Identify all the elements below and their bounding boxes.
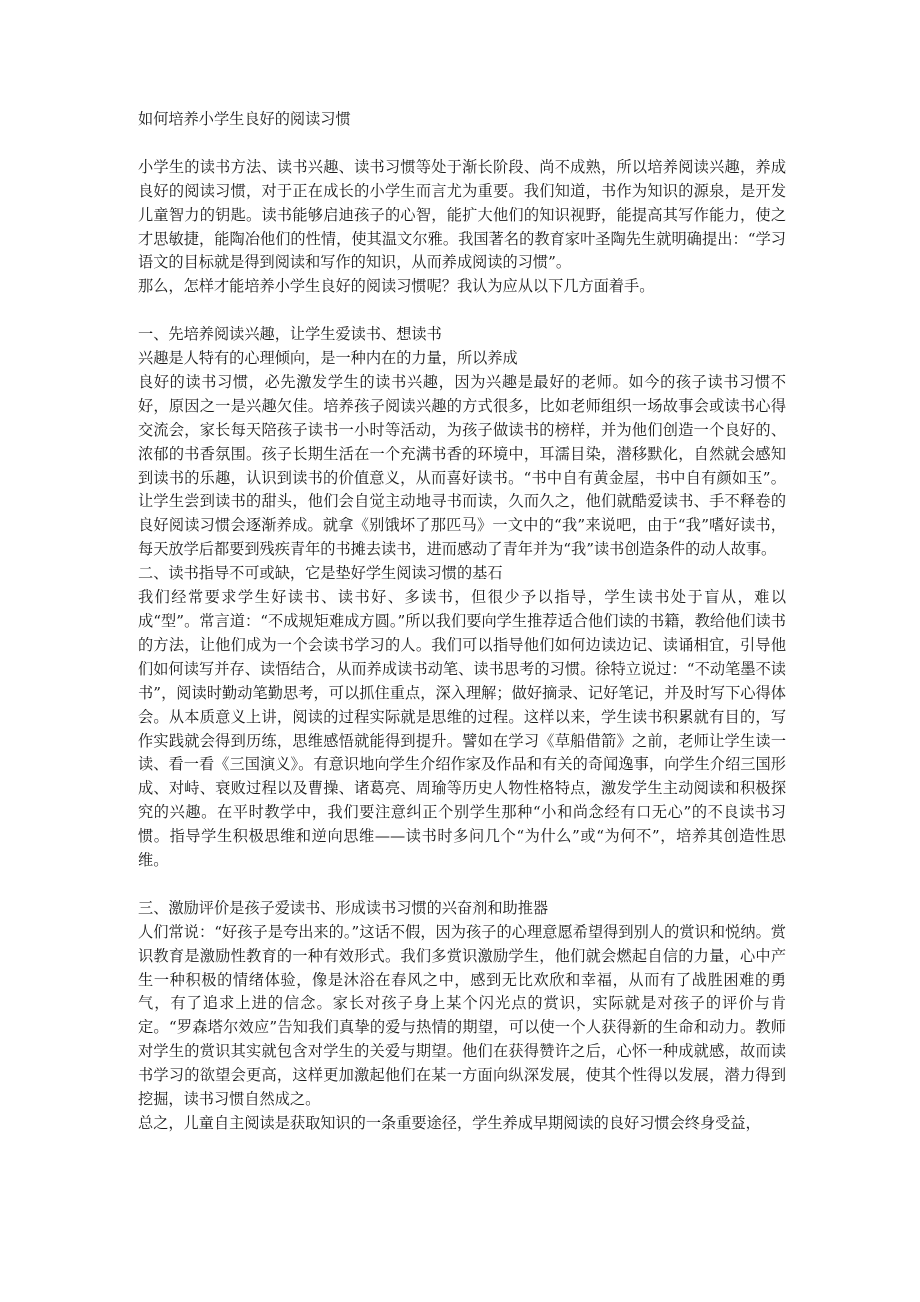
section-2-body: 我们经常要求学生好读书、读书好、多读书，但很少予以指导，学生读书处于盲从，难以成“型”。常言道：“不成规矩难成方圆。”所以我们要向学生推荐适合他们读的书籍，教给他们读书的方法，让他们成为一个会读书学习的人。我们可以指导他们如何边读边记、读诵相宜，引导他们如何读写并存、读悟结合，从而养成读书动笔、读书思考的习惯。徐特立说过：“不动笔墨不读书”，阅读时勤动笔勤思考，可以抓住重点，深入理解；做好摘录、记好笔记，并及时写下心得体会。从本质意义上讲，阅读的过程实际就是思维的过程。这样以来，学生读书积累就有目的，写作实践就会得到历练，思维感悟就能得到提升。譬如在学习《草船借箭》之前，老师让学生读一读、看一看《三国演义》。有意识地向学生介绍作家及作品和有关的奇闻逸事，向学生介绍三国形成、对峙、衰败过程以及曹操、诸葛亮、周瑜等历史人物性格特点，激发学生主动阅读和积极探究的兴趣。在平时教学中，我们要注意纠正个别学生那种“小和尚念经有口无心”的不良读书习惯。指导学生积极思维和逆向思维——读书时多问几个“为什么”或“为何不”，培养其创造性思维。 bbox=[138, 588, 786, 870]
document-title: 如何培养小学生良好的阅读习惯 bbox=[138, 110, 351, 128]
section-1-body: 良好的读书习惯，必先激发学生的读书兴趣，因为兴趣是最好的老师。如今的孩子读书习惯不好，原因之一是兴趣欠佳。培养孩子阅读兴趣的方式很多，比如老师组织一场故事会或读书心得交流会，家长每天陪孩子读书一小时等活动，为孩子做读书的榜样，并为他们创造一个良好的、浓郁的书香氛围。孩子长期生活在一个充满书香的环境中，耳濡目染，潜移默化，自然就会感知到读书的乐趣，认识到读书的价值意义，从而喜好读书。“书中自有黄金屋，书中自有颜如玉”。让学生尝到读书的甜头，他们会自觉主动地寻书而读，久而久之，他们就酷爱读书、手不释卷的良好阅读习惯会逐渐养成。就拿《别饿坏了那匹马》一文中的“我”来说吧，由于“我”嗜好读书，每天放学后都要到残疾青年的书摊去读书，进而感动了青年并为“我”读书创造条件的动人故事。 bbox=[138, 372, 786, 559]
section-1-lead: 兴趣是人特有的心理倾向，是一种内在的力量，所以养成 bbox=[138, 349, 518, 368]
document-page bbox=[138, 108, 786, 1136]
blank-line bbox=[138, 873, 786, 897]
conclusion-paragraph: 总之，儿童自主阅读是获取知识的一条重要途径，学生养成早期阅读的良好习惯会终身受益， bbox=[138, 1114, 761, 1133]
section-1-heading: 一、先培养阅读兴趣，让学生爱读书、想读书 bbox=[138, 325, 442, 344]
question-paragraph: 那么，怎样才能培养小学生良好的阅读习惯呢？我认为应从以下几方面着手。 bbox=[138, 277, 655, 296]
section-3-heading: 三、激励评价是孩子爱读书、形成读书习惯的兴奋剂和助推器 bbox=[138, 898, 549, 917]
section-3-body: 人们常说：“好孩子是夸出来的。”这话不假，因为孩子的心理意愿希望得到别人的赏识和悦纳。赏识教育是激励性教育的一种有效形式。我们多赏识激励学生，他们就会燃起自信的力量，心中产生一种积极的情绪体验，像是沐浴在春风之中，感到无比欢欣和幸福，从而有了战胜困难的勇气，有了追求上进的信念。家长对孩子身上某个闪光点的赏识，实际就是对孩子的评价与肯定。“罗森塔尔效应”告知我们真挚的爱与热情的期望，可以使一个人获得新的生命和动力。教师对学生的赏识其实就包含对学生的关爱与期望。他们在获得赞许之后，心怀一种成就感，故而读书学习的欲望会更高，这样更加激起他们在某一方面向纵深发展，使其个性得以发展，潜力得到挖掘，读书习惯自然成之。 bbox=[138, 922, 786, 1109]
blank-line bbox=[138, 299, 786, 323]
intro-paragraph: 小学生的读书方法、读书兴趣、读书习惯等处于渐长阶段、尚不成熟，所以培养阅读兴趣，养成良好的阅读习惯，对于正在成长的小学生而言尤为重要。我们知道，书作为知识的源泉，是开发儿童智力的钥匙。读书能够启迪孩子的心智，能扩大他们的知识视野，能提高其写作能力，使之才思敏捷，能陶冶他们的性情，使其温文尔雅。我国著名的教育家叶圣陶先生就明确提出：“学习语文的目标就是得到阅读和写作的知识，从而养成阅读的习惯”。 bbox=[138, 157, 786, 272]
section-2-heading: 二、读书指导不可或缺，它是垫好学生阅读习惯的基石 bbox=[138, 564, 503, 583]
